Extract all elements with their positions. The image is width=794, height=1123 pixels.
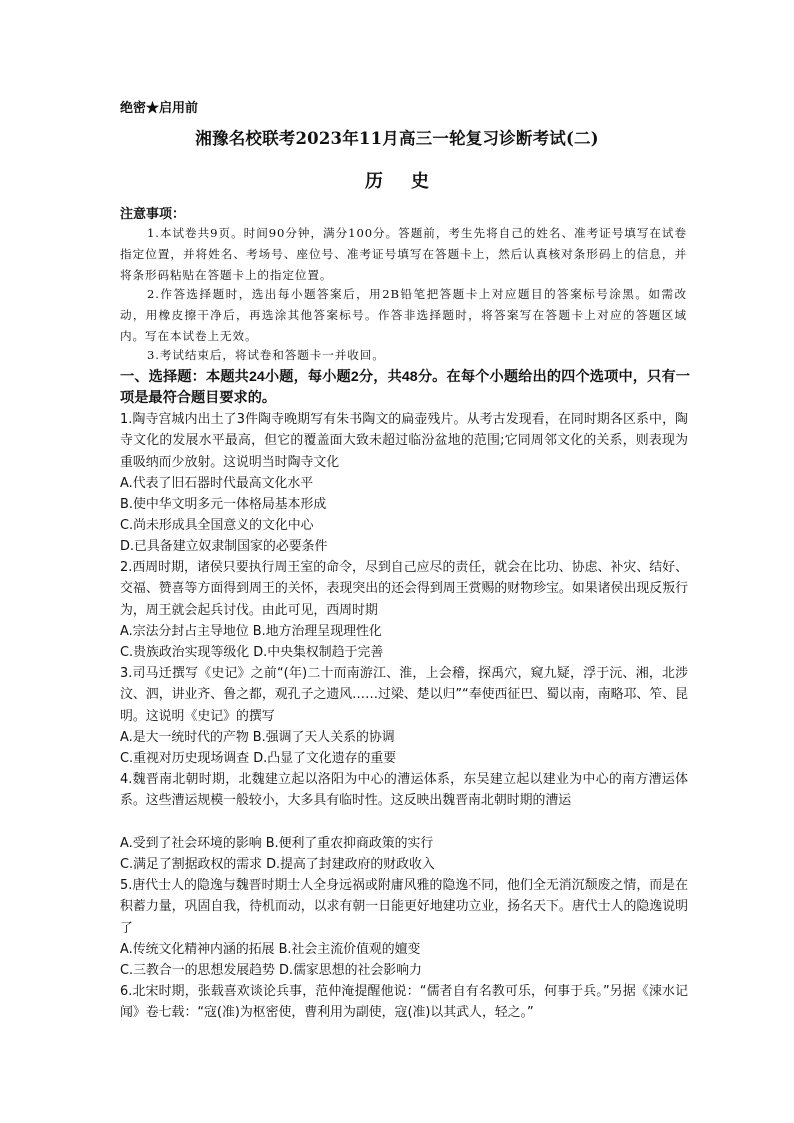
question-stem: 4.魏晋南北朝时期，北魏建立起以洛阳为中心的漕运体系，东吴建立起以建业为中心的南方漕运体系。这些漕运规模一般较小，大多具有临时性。这反映出魏晋南北朝时期的漕运 — [120, 772, 688, 809]
question-option: B.使中华文明多元一体格局基本形成 — [120, 497, 327, 512]
question-stem: 5.唐代士人的隐逸与魏晋时期士人全身远祸或附庸风雅的隐逸不同，他们全无消沉颓废之情，而是在积蓄力量，巩固自我，待机而动，以求有朝一日能更好地建功立业，扬名天下。唐代士人的隐逸说明了 — [120, 878, 688, 936]
question-option: A.传统文化精神内涵的拓展 B.社会主流价值观的嬗变 — [120, 942, 421, 957]
question-option: A.是大一统时代的产物 B.强调了天人关系的协调 — [120, 730, 395, 745]
question-option: A.代表了旧石器时代最高文化水平 — [120, 476, 314, 491]
confidential-label: 绝密★启用前 — [120, 101, 199, 116]
question-option: C.满足了割据政权的需求 D.提高了封建政府的财政收入 — [120, 857, 435, 872]
exam-title: 湘豫名校联考2023年11月高三一轮复习诊断考试(二) — [195, 129, 599, 148]
section-heading: 一、选择题：本题共24小题，每小题2分，共48分。在每个小题给出的四个选项中，只有一项是最符合题目要求的。 — [120, 369, 690, 406]
question-option: C.贵族政治实现等级化 D.中央集权制趋于完善 — [120, 645, 384, 660]
question-option: C.重视对历史现场调查 D.凸显了文化遗存的重要 — [120, 751, 397, 766]
question-stem: 6.北宋时期，张载喜欢谈论兵事，范仲淹提醒他说：“儒者自有名教可乐，何事于兵。”另据《涑水记闻》卷七载：“寇(准)为枢密使，曹利用为副使，寇(准)以其武人，轻之。” — [120, 984, 688, 1021]
note-item: 2.作答选择题时，选出每小题答案后，用2B铅笔把答题卡上对应题目的答案标号涂黑。如需改动，用橡皮擦干净后，再选涂其他答案标号。作答非选择题时，将答案写在答题卡上对应的答题区域内。写在本试卷上无效。 — [120, 287, 687, 343]
question-option: A.宗法分封占主导地位 B.地方治理呈现理性化 — [120, 624, 382, 639]
note-item: 1.本试卷共9页。时间90分钟，满分100分。答题前，考生先将自己的姓名、准考证号填写在试卷指定位置，并将姓名、考场号、座位号、准考证号填写在答题卡上，然后认真核对条形码上的信息，并将条形码粘贴在答题卡上的指定位置。 — [120, 226, 687, 282]
question-stem: 3.司马迁撰写《史记》之前“(年)二十而南游江、淮，上会稽，探禹穴，窥九疑，浮于沅、湘，北涉汶、泗，讲业齐、鲁之都，观孔子之遗风……过梁、楚以归”“奉使西征巴、蜀以南，南略邛、笮、昆明。这说明《史记》的撰写 — [120, 666, 688, 724]
question-option: D.已具备建立奴隶制国家的必要条件 — [120, 539, 328, 554]
note-item: 3.考试结束后，将试卷和答题卡一并收回。 — [147, 348, 385, 362]
question-option: A.受到了社会环境的影响 B.便利了重农抑商政策的实行 — [120, 836, 434, 851]
notes-heading: 注意事项： — [120, 207, 186, 222]
question-option: C.三教合一的思想发展趋势 D.儒家思想的社会影响力 — [120, 963, 422, 978]
subject-title: 历史 — [365, 171, 457, 192]
question-stem: 1.陶寺宫城内出土了3件陶寺晚期写有朱书陶文的扁壶残片。从考古发现看，在同时期各区系中，陶寺文化的发展水平最高，但它的覆盖面大致未超过临汾盆地的范围;它同周邻文化的关系，则表现为重吸纳而少放射。这说明当时陶寺文化 — [120, 412, 688, 470]
question-option: C.尚未形成具全国意义的文化中心 — [120, 518, 314, 533]
question-stem: 2.西周时期，诸侯只要执行周王室的命令，尽到自己应尽的责任，就会在比功、协虑、补灾、结好、交福、赞喜等方面得到周王的关怀，表现突出的还会得到周王赏赐的财物珍宝。如果诸侯出现反叛行为，周王就会起兵讨伐。由此可见，西周时期 — [120, 560, 688, 618]
